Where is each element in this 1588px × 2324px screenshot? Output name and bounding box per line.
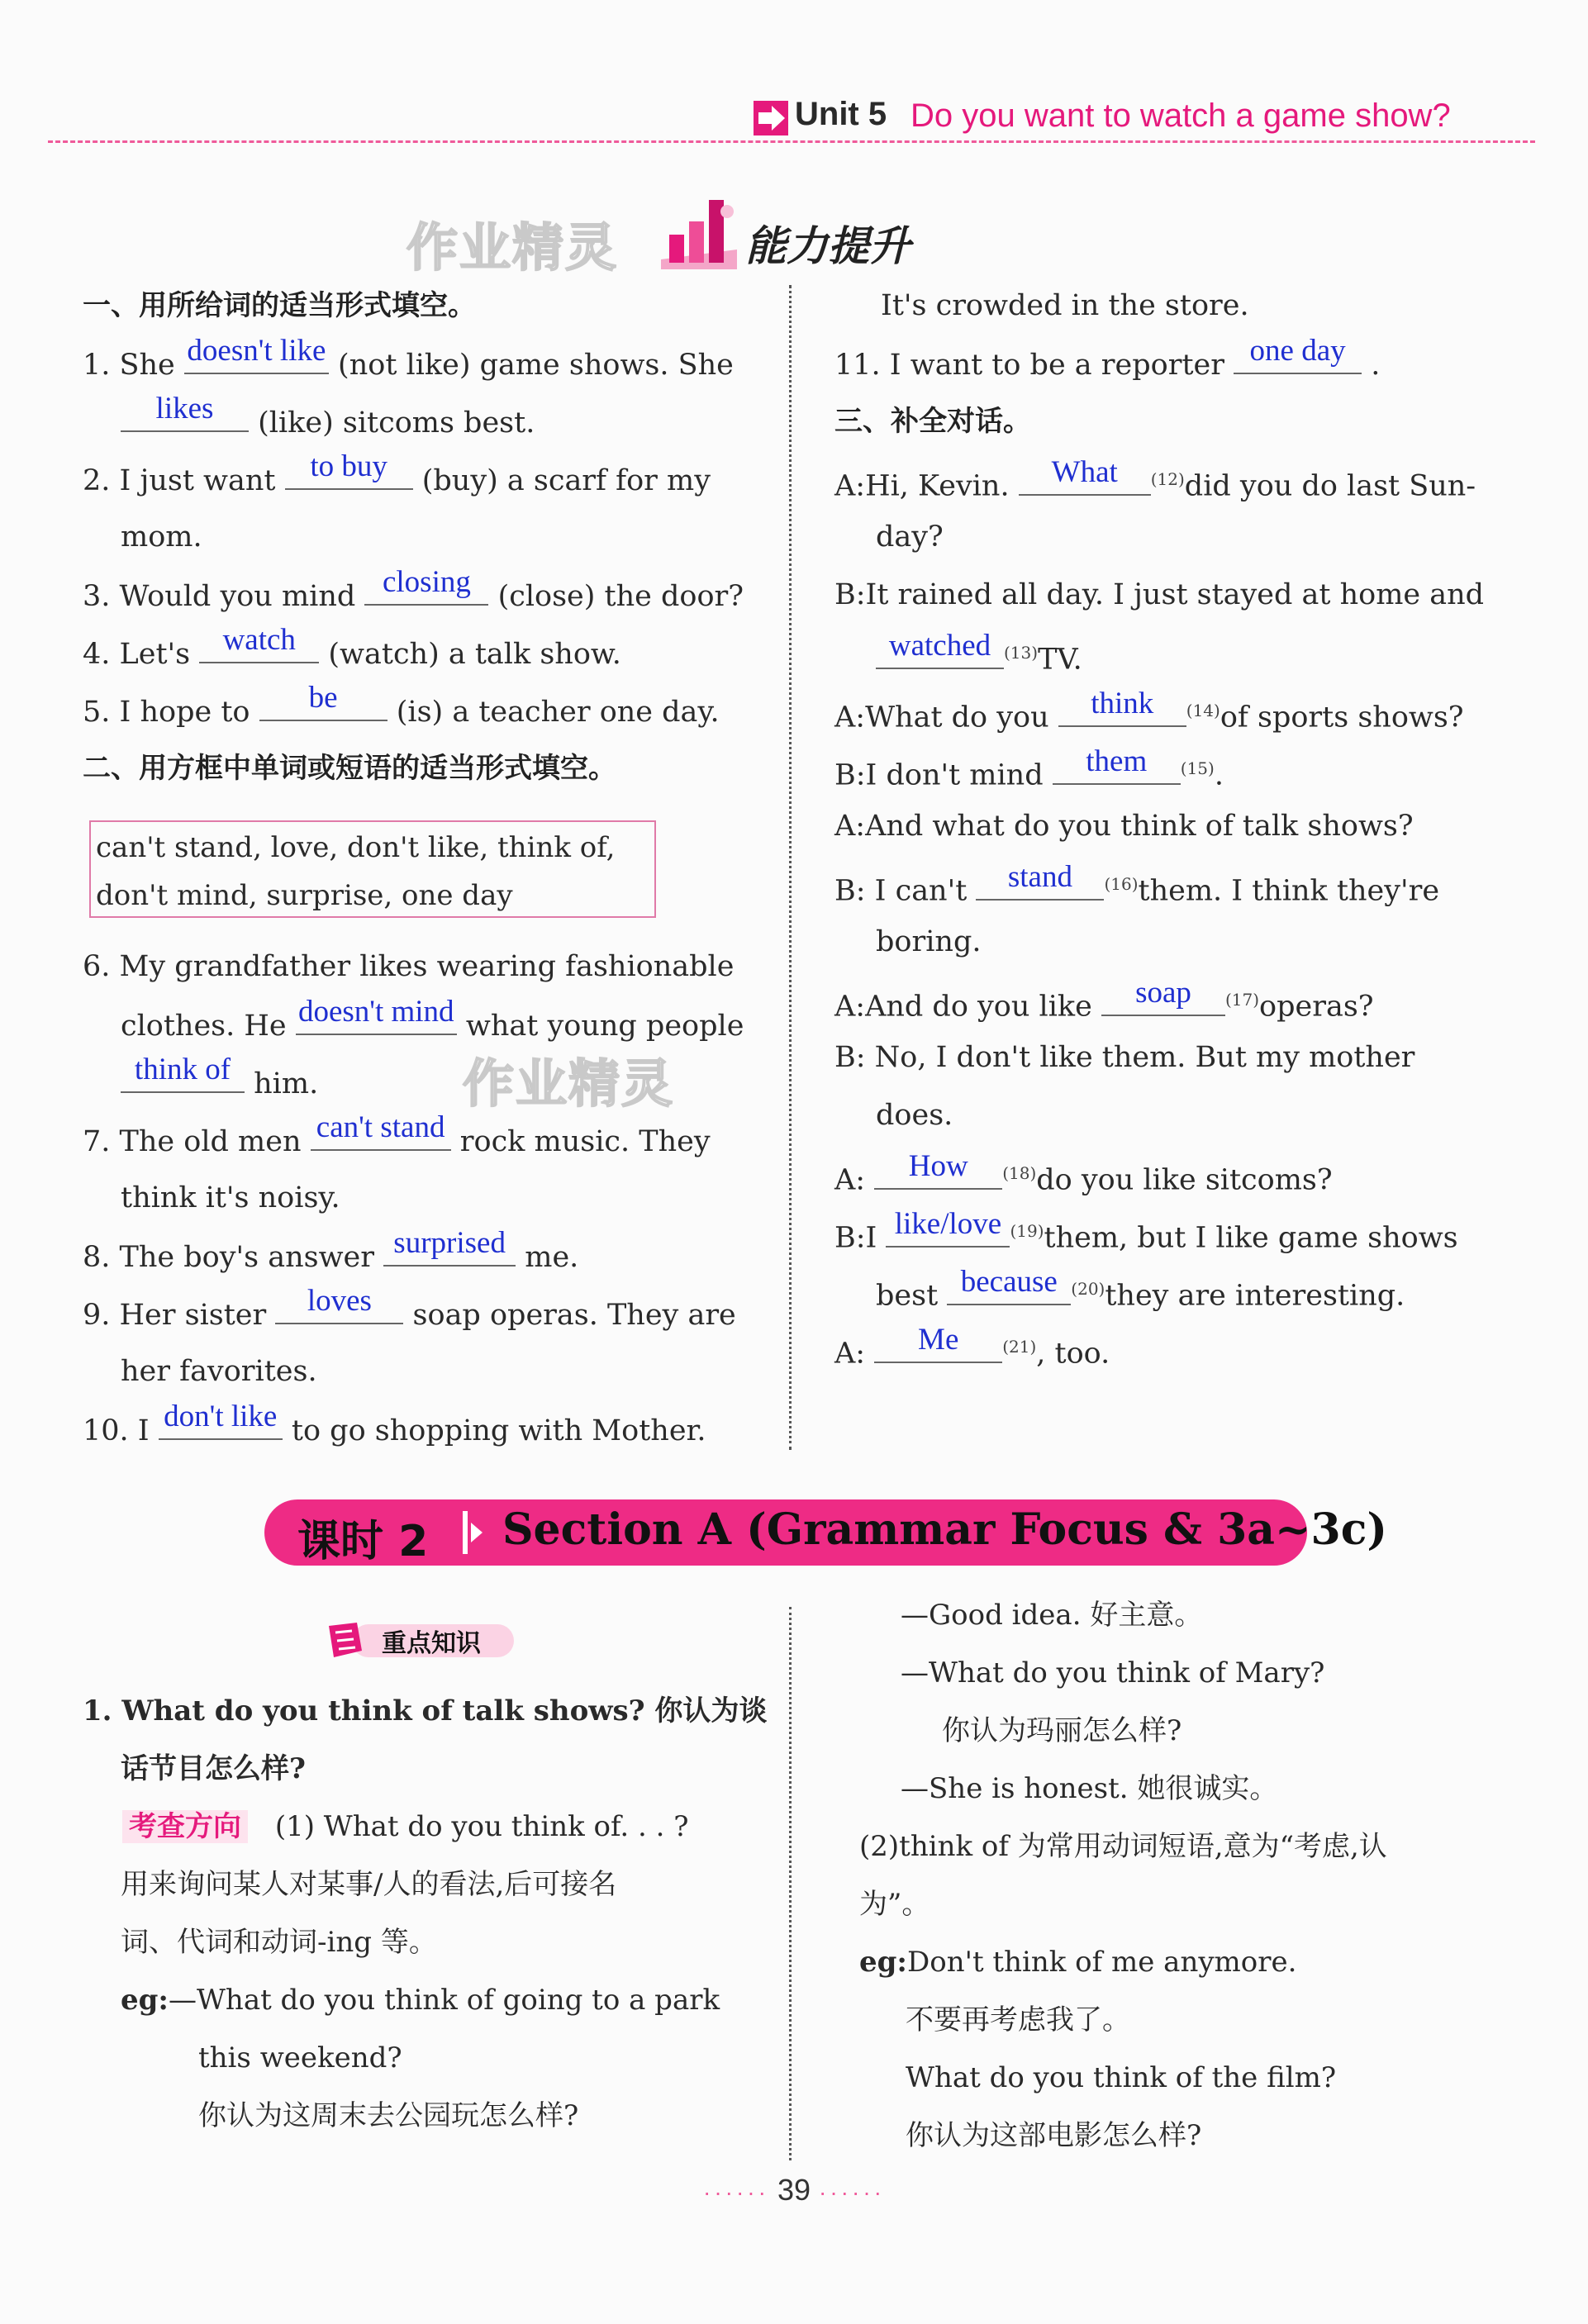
- knowledge-point-line3: 词、代词和动词-ing 等。: [121, 1926, 437, 1959]
- q9-line1: [83, 1285, 736, 1344]
- q11-answer: one day: [1249, 334, 1346, 368]
- example-text: —What do you think of going to a park: [168, 1984, 720, 2017]
- blank-number: (21): [1002, 1337, 1037, 1357]
- dialog-text-2: them, but I like game shows: [1044, 1221, 1458, 1255]
- q2-answer: to buy: [310, 449, 387, 483]
- blank-number: (20): [1071, 1279, 1105, 1299]
- exam-focus-label: 考查方向: [122, 1810, 248, 1843]
- q7-text: 7. The old men: [83, 1125, 302, 1158]
- q6-text: clothes. He: [121, 1010, 287, 1043]
- q11-blank: [1234, 335, 1362, 374]
- answer-17: soap: [1135, 975, 1191, 1010]
- answer-18: How: [908, 1148, 968, 1183]
- dialog-text-2: do you like sitcoms?: [1036, 1163, 1333, 1197]
- column-divider-lower: [789, 1607, 792, 2160]
- blank-14: [1058, 687, 1186, 727]
- q4-text-2: (watch) a talk show.: [328, 638, 621, 671]
- example2-line1: [859, 1933, 1296, 1991]
- answer-14: think: [1091, 686, 1154, 720]
- q4-answer: watch: [222, 623, 296, 657]
- dialog-line16: [834, 1318, 1110, 1383]
- answer-12: What: [1051, 454, 1118, 489]
- blank-number: (12): [1150, 469, 1185, 489]
- dialog-line2: day?: [876, 520, 944, 554]
- lesson-title: Section A (Grammar Focus & 3a~3c): [502, 1504, 1388, 1555]
- knowledge-question-line2: 话节目怎么样?: [121, 1752, 306, 1785]
- lesson-number: 课时 2: [297, 1517, 429, 1566]
- dialog-line7: A:And what do you think of talk shows?: [834, 810, 1414, 843]
- dialog-text-2: they are interesting.: [1105, 1279, 1405, 1313]
- q8-text-2: me.: [525, 1241, 579, 1274]
- dialog-text: B:I don't mind: [834, 758, 1044, 792]
- blank-18: [874, 1150, 1002, 1190]
- q5-line: [83, 682, 720, 741]
- answer-20: because: [960, 1264, 1058, 1299]
- example-reply-4: —She is honest. 她很诚实。: [901, 1772, 1278, 1805]
- q1-text-2: (not like) game shows. She: [338, 349, 734, 382]
- unit-title: Do you want to watch a game show?: [910, 97, 1451, 134]
- dialog-line13: [834, 1144, 1333, 1210]
- knowledge-point-text: (1) What do you think of. . . ?: [274, 1810, 689, 1843]
- dialog-line1: [834, 450, 1476, 516]
- dialog-text-2: .: [1214, 758, 1224, 792]
- section-title: 能力提升: [745, 222, 910, 270]
- unit-label: Unit 5: [795, 96, 887, 132]
- q9-text-2: soap operas. They are: [412, 1299, 736, 1332]
- q10-text-2: to go shopping with Mother.: [291, 1414, 706, 1447]
- play-triangle-icon: [471, 1523, 483, 1542]
- q10-text: 10. I: [83, 1414, 150, 1447]
- q6c-text: him.: [254, 1067, 319, 1100]
- dialog-line11: B: No, I don't like them. But my mother: [834, 1041, 1415, 1074]
- knowledge-point-2-line1: (2)think of 为常用动词短语,意为“考虑,认: [859, 1830, 1387, 1863]
- dialog-line9: boring.: [876, 925, 982, 958]
- blank-15: [1053, 745, 1181, 785]
- q5-answer: be: [308, 681, 338, 715]
- q6-line1: 6. My grandfather likes wearing fashionable: [83, 950, 735, 983]
- q6c-answer: think of: [134, 1053, 231, 1086]
- q2-text-2: (buy) a scarf for my: [421, 464, 711, 497]
- example-reply-2: —What do you think of Mary?: [901, 1656, 1325, 1690]
- q3-line: [83, 566, 744, 625]
- q1b-blank: [121, 392, 249, 432]
- q1-line2: [121, 392, 535, 452]
- q2-blank: [285, 450, 413, 490]
- arrow-right-icon: [754, 101, 788, 135]
- dialog-text: A:What do you: [834, 701, 1049, 734]
- q3-text-2: (close) the door?: [497, 580, 744, 613]
- q1b-answer: likes: [155, 392, 214, 425]
- dialog-line5: [834, 682, 1464, 747]
- blank-number: (16): [1104, 874, 1139, 894]
- q7-blank: [311, 1111, 451, 1151]
- lesson-banner-inner: [264, 1499, 1388, 1566]
- blank-number: (17): [1224, 990, 1260, 1010]
- dialog-text: B:I: [834, 1221, 877, 1255]
- dialog-line8: [834, 855, 1439, 920]
- blank-number: (13): [1004, 643, 1039, 663]
- footer-dots-left: ······: [703, 2179, 769, 2205]
- q1-blank: [184, 335, 329, 374]
- blank-20: [947, 1266, 1071, 1305]
- q1-line1: [83, 335, 734, 394]
- blank-21: [874, 1324, 1002, 1363]
- example2-line3: What do you think of the film?: [906, 2061, 1337, 2094]
- knowledge-point-line1: [122, 1798, 688, 1856]
- answer-16: stand: [1007, 859, 1072, 894]
- q4-blank: [199, 624, 319, 663]
- dialog-line6: [834, 739, 1224, 805]
- q8-blank: [383, 1227, 516, 1267]
- example2-line4: 你认为这部电影怎么样?: [906, 2119, 1202, 2152]
- q5-text-2: (is) a teacher one day.: [396, 696, 720, 729]
- lesson-divider: [463, 1511, 468, 1554]
- word-box-line2: don't mind, surprise, one day: [96, 879, 513, 912]
- blank-number: (14): [1186, 701, 1220, 720]
- q7-answer: can't stand: [316, 1110, 445, 1144]
- q1-answer: doesn't like: [187, 334, 326, 368]
- example2-line2: 不要再考虑我了。: [906, 2003, 1130, 2036]
- dialog-line12: does.: [876, 1099, 953, 1132]
- example-reply-3: 你认为玛丽怎么样?: [942, 1714, 1182, 1747]
- q4-line: [83, 624, 621, 683]
- q5-text: 5. I hope to: [83, 696, 250, 729]
- q9-blank: [275, 1285, 403, 1324]
- footer-dots-right: ······: [819, 2179, 885, 2205]
- page-number: 39: [777, 2173, 811, 2207]
- q11-line: [834, 335, 1380, 394]
- blank-number: (19): [1010, 1221, 1044, 1241]
- example-reply-1: —Good idea. 好主意。: [901, 1599, 1203, 1632]
- part2-heading: 二、用方框中单词或短语的适当形式填空。: [83, 752, 616, 785]
- blank-16: [976, 861, 1104, 901]
- q8-text: 8. The boy's answer: [83, 1241, 374, 1274]
- blank-12: [1019, 456, 1151, 496]
- q11-text: 11. I want to be a reporter: [834, 349, 1224, 382]
- key-knowledge-label: 重点知识: [382, 1629, 481, 1658]
- q6c-blank: [121, 1053, 245, 1093]
- answer-21: Me: [918, 1322, 959, 1357]
- answer-15: them: [1086, 744, 1148, 778]
- q10-answer: don't like: [164, 1400, 278, 1433]
- q11-text-2: .: [1371, 349, 1381, 382]
- dialog-text: B: I can't: [834, 874, 968, 908]
- q10-blank: [159, 1400, 283, 1440]
- word-box: [89, 820, 656, 918]
- page-footer: [0, 2173, 1588, 2208]
- q10-line1: [83, 1400, 706, 1460]
- dialog-text-2: did you do last Sun-: [1184, 469, 1476, 503]
- q3-text: 3. Would you mind: [83, 580, 356, 613]
- q2-line1: [83, 450, 711, 510]
- part3-heading: 三、补全对话。: [834, 405, 1031, 438]
- word-box-line1: can't stand, love, don't like, think of,: [96, 831, 616, 864]
- blank-13: [876, 630, 1004, 669]
- dialog-text-2: them. I think they're: [1138, 874, 1440, 908]
- q3-blank: [364, 566, 488, 606]
- dialog-line4: [876, 624, 1082, 689]
- q1b-text: (like) sitcoms best.: [258, 406, 535, 440]
- example1-line2: this weekend?: [198, 2041, 402, 2074]
- answer-19: like/love: [894, 1206, 1002, 1241]
- dialog-text-2: operas?: [1259, 990, 1374, 1024]
- blank-number: (18): [1002, 1163, 1037, 1183]
- dialog-line3: B:It rained all day. I just stayed at home and: [834, 578, 1485, 611]
- q10-line2: It's crowded in the store.: [881, 289, 1249, 322]
- answer-13: watched: [888, 628, 991, 663]
- header-divider: [48, 140, 1535, 143]
- q3-answer: closing: [382, 565, 471, 599]
- dialog-line10: [834, 971, 1374, 1036]
- lesson-banner: [264, 1499, 1388, 1566]
- page-header: [0, 0, 1588, 157]
- q8-answer: surprised: [393, 1226, 506, 1260]
- dialog-text-2: , too.: [1036, 1337, 1110, 1371]
- knowledge-question-line1: 1. What do you think of talk shows? 你认为谈: [83, 1694, 768, 1728]
- dialog-line15: [876, 1260, 1405, 1325]
- dialog-text: best: [876, 1279, 939, 1313]
- q7-text-2: rock music. They: [459, 1125, 711, 1158]
- q6-line3: [121, 1053, 318, 1113]
- example-text: Don't think of me anymore.: [906, 1946, 1297, 1979]
- dialog-text: A:: [834, 1337, 866, 1371]
- q5-blank: [259, 682, 387, 721]
- q6-text-2: what young people: [465, 1010, 744, 1043]
- q2-line2: mom.: [121, 520, 202, 554]
- dialog-text: A:: [834, 1163, 866, 1197]
- blank-19: [886, 1208, 1010, 1248]
- example1-line3: 你认为这周末去公园玩怎么样?: [198, 2099, 579, 2132]
- q9-line2: her favorites.: [121, 1355, 317, 1388]
- q6-blank: [296, 996, 457, 1035]
- q9-text: 9. Her sister: [83, 1299, 267, 1332]
- example1-line1: [121, 1971, 720, 2029]
- knowledge-point-2-line2: 为”。: [859, 1888, 930, 1921]
- part1-heading: 一、用所给词的适当形式填空。: [83, 289, 476, 322]
- dialog-line14: [834, 1202, 1458, 1267]
- q1-text: 1. She: [83, 349, 175, 382]
- dialog-text: A:And do you like: [834, 990, 1092, 1024]
- watermark-2: 作业精灵: [463, 1053, 675, 1114]
- dialog-text: TV.: [1038, 643, 1082, 677]
- q7-line1: [83, 1111, 711, 1171]
- q2-text: 2. I just want: [83, 464, 276, 497]
- dialog-text: A:Hi, Kevin.: [834, 469, 1010, 503]
- q6-answer: doesn't mind: [297, 995, 454, 1029]
- example-label: eg:: [121, 1984, 169, 2017]
- bar-chart-icon: [661, 195, 737, 269]
- blank-number: (15): [1180, 758, 1215, 778]
- knowledge-point-line2: 用来询问某人对某事/人的看法,后可接名: [121, 1868, 617, 1901]
- q8-line: [83, 1227, 578, 1286]
- blank-17: [1101, 977, 1225, 1016]
- q7-line2: think it's noisy.: [121, 1181, 340, 1214]
- q4-text: 4. Let's: [83, 638, 191, 671]
- q9-answer: loves: [307, 1284, 372, 1318]
- column-divider-upper: [789, 285, 792, 1450]
- dialog-text-2: of sports shows?: [1220, 701, 1464, 734]
- example-label: eg:: [859, 1946, 907, 1979]
- watermark: 作业精灵: [407, 217, 619, 278]
